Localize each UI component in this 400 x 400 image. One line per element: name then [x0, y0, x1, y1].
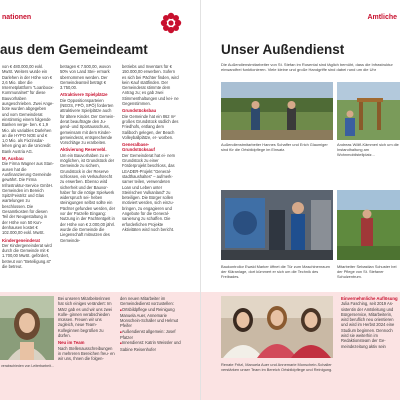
photo-caption: Mitarbeiter Sebastian Schuster bei der Pflege von St. Stefaner Schulzentrum.: [337, 264, 397, 279]
photo-machine-room: [221, 190, 333, 260]
section-tag: nationen: [2, 14, 32, 21]
farewell-text: Julia Fasching, seit 2019 As- sistentin der Amtsleitung und Bürgerservice, Mitarbeiterin, wird beruflich neu orientieren und wird im Herbst 2024 eine Studium beginnen. Dennoch wird sie weiterhin im Redaktionsteam der Ge- meindezeitung aktiv sein: [341, 301, 395, 349]
col2-body: betragen € 7.500,00, wovon 50% von Land Stei- ermark übernommen werden. Der Gemeindeanteil beträgt € 3.750,00.: [60, 64, 111, 91]
section-heading: Generalbase-Grundstücksauf: [122, 142, 155, 153]
col2-body-3: Um ein Bauvorhaben zu er- möglichen, ist Grundstück der Gemeinde zu sichern, Grundstück in der Reserve schlossen, ein Verkaufsrecht zu erwerben. Ebenso wird sicherheit und der Bauvor- haber für die nötige Spielwerk widerspruch sei- heben steinigungen selbst sollte ein Pächter gefunden werden, der vor der Parzelle Eingang: Nutzung in der Pachtentgelt in der Höhe von € 2.000,00 jährl. wurde die Gemeinde die Liegenschaft mitnutzen des Gemeinde-: [60, 152, 116, 243]
page-headline: aus dem Gemeindeamt: [0, 42, 148, 57]
article-intro: Die Außendienstmitarbeiter von St. Stefan im Rosental sind täglich bemüht, dass die Infrastruktur einwandfrei funktionieren. Viele kleine und große Handgriffe sind dabei rund um die Uhr: [221, 62, 393, 73]
photo-school-green: [337, 190, 400, 260]
municipal-flower-logo-icon: [160, 12, 182, 34]
photo-caption: Renate Fritzl, Manuela Auer und Annemarie Monschein-Schaller verstärken unser Team im Bereich Ortsbildpflege und Reinigung.: [221, 362, 333, 372]
photo-caption: Baukontrollor Ewald Marker öffnet die Tür zum Maschinenraum der Kläranlage, dort kümmert er sich um die Technik des Freibades.: [221, 264, 330, 279]
section-heading: Neu im Team: [58, 340, 85, 346]
col3-body-3: Der Gemeinderat hat ei- nem Grundstück zu einer Förderprojekt beschloss, das LEADER-Projekt "General- stadthaushaltes" – aufmerk- samer teilen, verwendeten Loan und Leben unter Steirischen Vulkanland" zu beteiligen. Die Bürger sollen motiviert werden, sich einzu- bringen, zu engagieren und Angebote für die General- sanierung zu schaffen. Die erforderlichen Projekte Aktivitäten wird noch bericht.: [122, 152, 176, 232]
section-heading: Kindergeneinderat: [2, 237, 40, 243]
section-heading: Einvernehmliche Auflösung: [341, 296, 398, 301]
new-staff-bullets: [120, 307, 182, 352]
col1-body-2: Die Firma Wagner aus Stan- ausen hat die Ausfinanzierung Gemeinde gewährt. Die Firma Infrastruktur-Service GmbH. Gemeinden im Bereich Spitz/Feistritz und Glas wartelungen zu beschlossen. Die Gesamtkosten für diesen Teil der Neugestaltung in der Höhe von 50 Kun- denhausen kostet € 102.000,00 exkl. MwSt.: [2, 161, 54, 236]
col1-body-3: Der Kindergeneinderat wird durch die Gemeinde mit € 1.700,00 MwSt. gefördert, betreut von "Beteiligung.st" die betreut.: [2, 242, 52, 269]
workers-photo: [221, 82, 333, 140]
article-column-2: [60, 64, 116, 296]
woman-portrait-photo: [0, 296, 54, 360]
photo-caption: verabschieden von Leiterbarbeit...: [1, 364, 54, 368]
section-heading: Grundstücksbau: [122, 108, 157, 114]
section-heading: Attraktivere Spielplätze: [60, 92, 108, 98]
section-heading: Aktivierung Reservebl.: [60, 147, 107, 153]
staff-photo: [0, 296, 54, 360]
section-tag: Amtliche: [367, 14, 397, 21]
new-staff-list: [120, 296, 182, 396]
section-heading: M, Ausbau: [2, 156, 24, 162]
farewell-article: [341, 296, 399, 396]
right-page: [200, 0, 400, 400]
page-headline: Unser Außendienst: [221, 42, 345, 57]
article-column-1: [2, 64, 54, 296]
playground-photo: [337, 82, 400, 140]
photo-caption: Andreas Wölfl-Kämmerl sich um die Instandhaltung am Wohnmobilstellplatz...: [337, 142, 399, 157]
team-photo: [221, 296, 333, 358]
list-item: ■ Außendienst allgemein: Josef Pfatzer: [120, 329, 182, 341]
staff-news-text: [58, 296, 116, 396]
three-women-photo: [221, 296, 333, 358]
col3-body-2: Die Gemeinde hat ein 862 m² großes Grundstück südlich des Friedhofs, entlang dem Saliboch gelegen, der Beach Volleyballplätze, er- worben.: [122, 113, 179, 140]
photo-playground: [337, 82, 400, 140]
new-team-text: Nach Stellenausschreibungen in mehreren Bereichen freu- en wir uns, Ihnen die folgen-: [58, 345, 115, 362]
machine-room-photo: [221, 190, 333, 260]
staff-news-intro: Bei unseren Mitarbeiterinnen hat sich einiges verändert: Im März gab es und wir uns zwei Kolle- ginnen verabschieden müssen. Freuen wir uns zugleich, neue Team-Kolleginnen begrüßen zu dürfen.: [58, 296, 112, 339]
col1-body: von € 480.000,00 exkl. MwSt. Weiters wurde ein Darlehen in der Höhe von € 2,6 Mio. über die Internetplattform "Loanboox-Kommunalnet" für diese Bauvorhaben ausgeschrieben. Zwei Ange- bote wurden abgegeben und vom Gemeinderat einstimmig einem folgende Banken verge- ben. € 1,9 Mio. als variables Darlehen an die HYPO NOE und € 1,0 Mio. als Fixzinsdar- lehen ging an die Unicredit Bank Austria AG.: [2, 64, 54, 154]
article-column-3: [122, 64, 180, 296]
col3-body: betriebs und Inventars für € 150.000,00 erwerben. Sofern es sich bei Pächter finden, wird kein Kauf stattfinden. Der Gemeinderat stimmte dem Antrag zu; es gab zwei Stimmenthaltungen und kei- ne Gegenstimmen.: [122, 64, 179, 107]
photo-caption: Außendienstmitarbeiter Hannes Schaffer und Erich Glaumiger sind für die Ortsbildpflege im Einsatz.: [221, 142, 328, 152]
list-item: ■ Ortsbildpflege und Reinigung Manuela Auer, Annemarie Monschein-Schaller und Helmut Pfeifer: [120, 307, 182, 329]
list-item: ■ Innendienst: Katrin Weissler und Sabine Reisenhofer: [120, 340, 182, 352]
new-staff-intro: den neuen Mitarbeiter im Gemeindedienst vorzustellen:: [120, 296, 174, 307]
photo-gardeners: [221, 82, 333, 140]
col2-body-2: Die Oppositionsparteien (NEOS, FPÖ, SPÖ) forderten attraktivere Spielplätze auch für ältere Kinder. Der Gemein- derat beauftragte den Ju- gend- und Sportausschuss, gemeinsam mit dem Kinder- gemeinderat, entsprechende Vorschläge zu erarbeiten.: [60, 97, 115, 146]
school-area-photo: [337, 190, 400, 260]
